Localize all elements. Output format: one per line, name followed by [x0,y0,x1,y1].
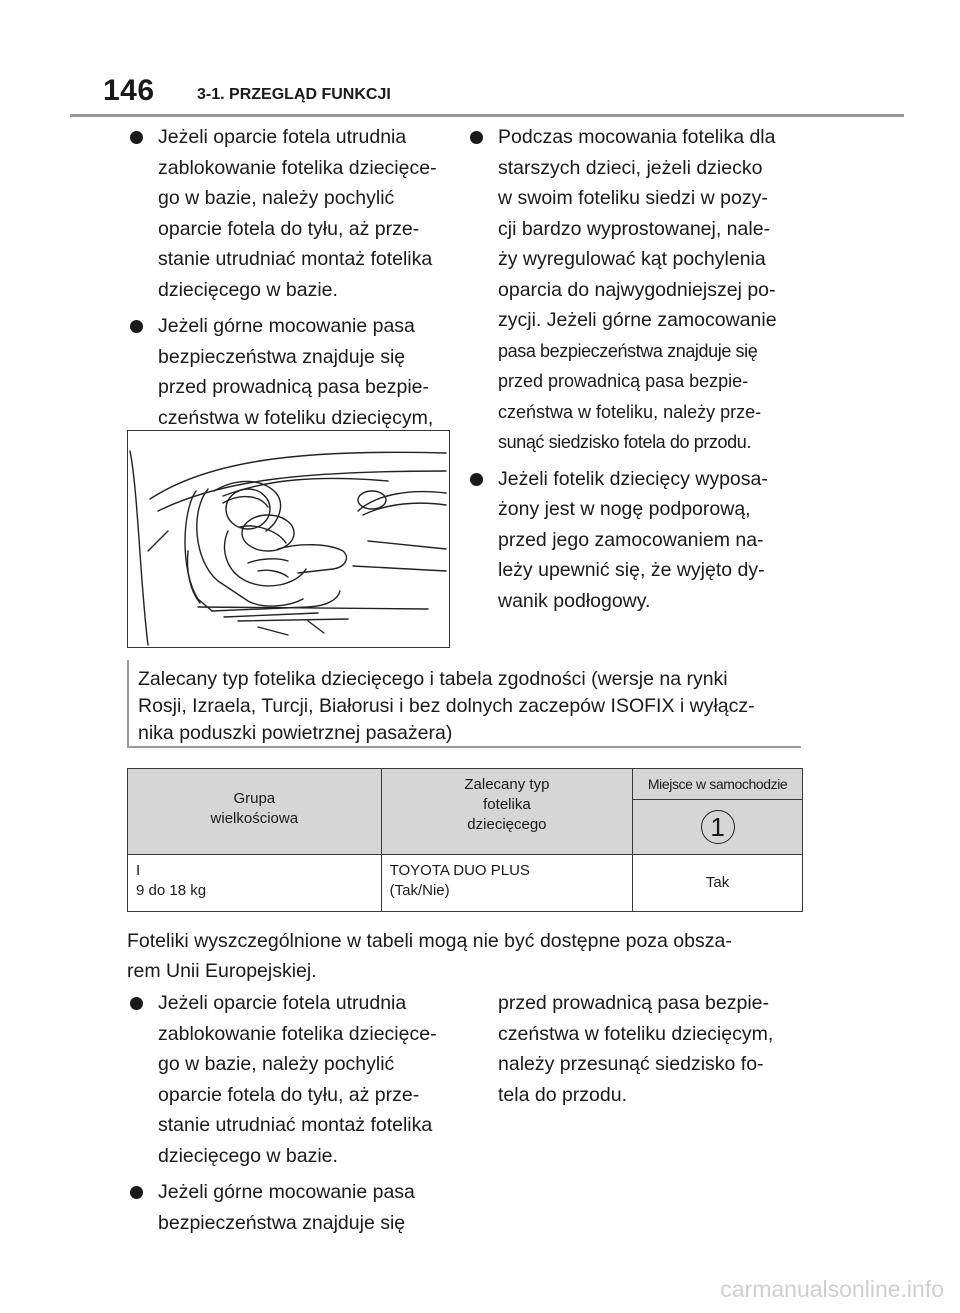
bullet-item: Jeżeli oparcie fotela utrudnia zablokowanie fotelika dziecięce- go w bazie, należy pochylić oparcie fotela do tyłu, aż prze- stanie utrudniać montaż fotelika dziecięcego w bazie. [129,988,449,1171]
right-column [469,122,801,622]
compatibility-info-text: Zalecany typ fotelika dziecięcego i tabela zgodności (wersje na rynki Rosji, Izraela, Turcji, Białorusi i bez dolnych zaczepów ISOFIX i wyłącz- nika poduszki powietrznej pasażera) [138,668,755,744]
bottom-right-column: przed prowadnicą pasa bezpie- czeństwa w foteliku dziecięcym, należy przesunąć siedzisko fo- tela do przodu. [498,992,774,1106]
child-seat-drawing [128,431,448,646]
seat-position-cell [633,800,803,855]
header-group: Grupa wielkościowa [128,769,382,855]
child-seat-illustration [127,430,450,648]
page-number: 146 [103,74,155,107]
bottom-left-column [129,988,449,1244]
watermark: carmanualsonline.info [720,1276,944,1302]
section-title: 3-1. PRZEGLĄD FUNKCJI [197,86,391,103]
bullet-item: Jeżeli górne mocowanie pasa bezpieczeństwa znajduje się [129,1177,449,1238]
compatibility-table [127,768,803,912]
model-cell: TOYOTA DUO PLUS (Tak/Nie) [381,855,633,912]
bullet-item: Podczas mocowania fotelika dla starszych dzieci, jeżeli dziecko w swoim foteliku siedzi w pozy- cji bardzo wyprostowanej, nale- ży wyregulować kąt pochylenia oparcia do najwygodniejszej po- zycji. Jeżeli górne zamocowanie pasa bezpieczeństwa znajduje się przed prowadnicą pasa bezpie- czeństwa w foteliku, należy prze- sunąć siedzisko fotela do przodu. [469,122,801,458]
bullet-item: Jeżeli fotelik dziecięcy wyposa- żony jest w nogę podporową, przed jego zamocowaniem na- leży upewnić się, że wyjęto dy- wanik podłogowy. [469,464,801,617]
header-place: Miejsce w samochodzie [633,769,803,800]
availability-note: Foteliki wyszczególnione w tabeli mogą nie być dostępne poza obsza- rem Unii Europejskiej. [127,930,732,982]
bullet-item: Jeżeli górne mocowanie pasa bezpieczeństwa znajduje się przed prowadnicą pasa bezpie- czeństwa w foteliku dziecięcym, [129,311,449,494]
group-cell: I 9 do 18 kg [128,855,382,912]
header-divider [70,114,904,117]
table-row [128,855,803,912]
value-cell: Tak [633,855,803,912]
bullet-item: Jeżeli oparcie fotela utrudnia zablokowanie fotelika dziecięce- go w bazie, należy pochylić oparcie fotela do tyłu, aż prze- stanie utrudniać montaż fotelika dziecięcego w bazie. [129,122,449,305]
compatibility-info-box [127,660,801,748]
seat-number-badge: 1 [701,810,735,844]
header-recommended: Zalecany typ fotelika dziecięcego [381,769,633,855]
